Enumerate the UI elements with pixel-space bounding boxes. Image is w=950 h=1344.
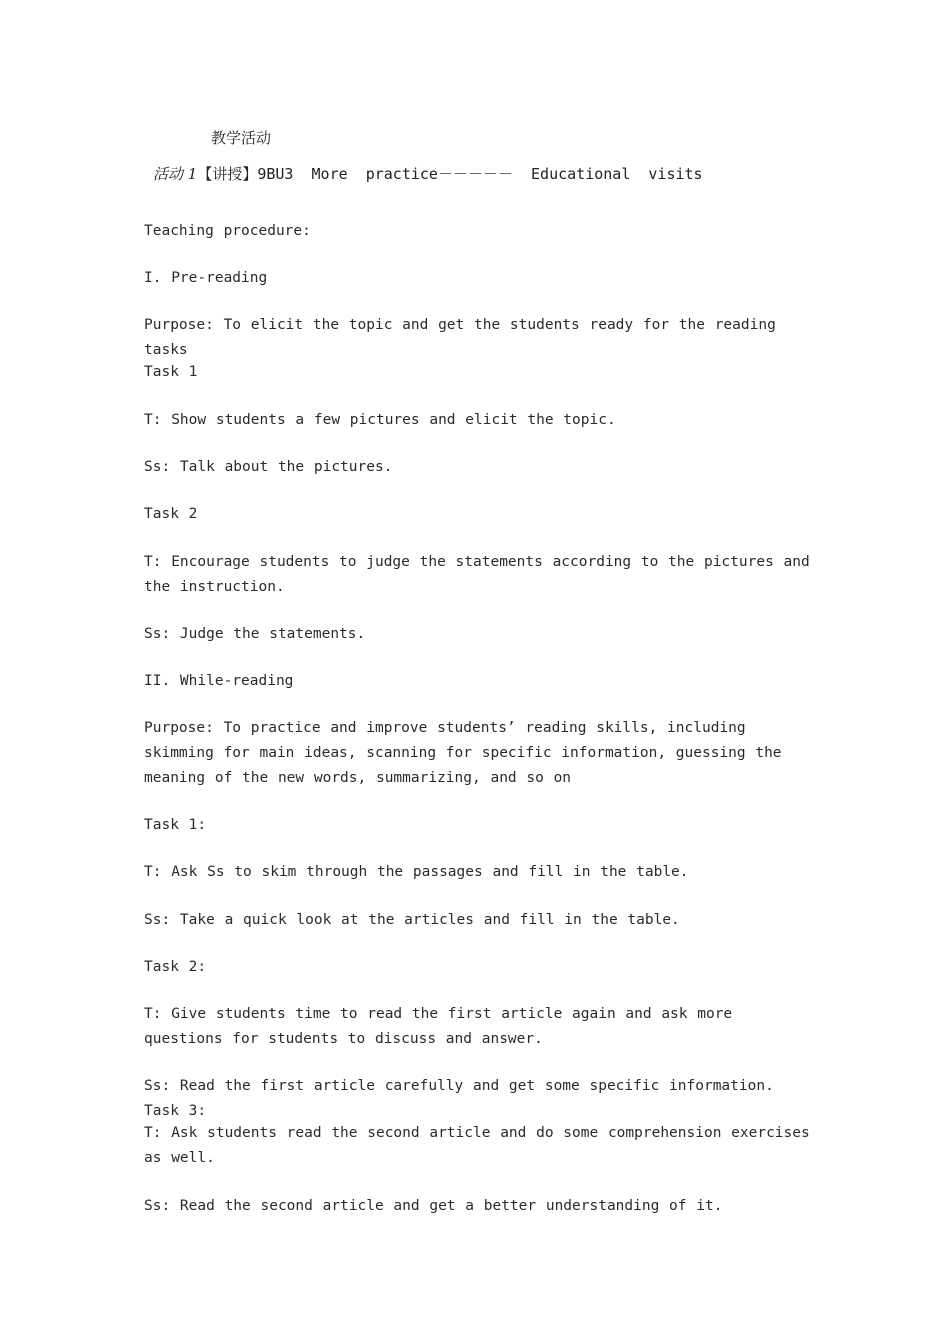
task-heading: Task 1 <box>144 364 198 380</box>
teacher-step: T: Ask Ss to skim through the passages and fill in the table. <box>144 864 689 880</box>
student-step: Ss: Take a quick look at the articles and fill in the table. <box>144 912 680 928</box>
section-while-reading: II. While-reading <box>144 673 294 689</box>
purpose-paragraph: Purpose: To elicit the topic and get the students ready for the reading tasks <box>144 317 776 358</box>
student-step: Ss: Judge the statements. <box>144 626 366 642</box>
activity-number: 活动 1 <box>153 165 198 183</box>
section-pre-reading: I. Pre-reading <box>144 270 268 286</box>
procedure-heading: Teaching procedure: <box>144 223 311 239</box>
task-heading: Task 1: <box>144 817 207 833</box>
activity-tag: 【讲授】 <box>197 165 258 183</box>
task-heading: Task 2 <box>144 506 198 522</box>
teacher-step: T: Show students a few pictures and elicit the topic. <box>144 412 616 428</box>
teacher-step: T: Encourage students to judge the statements according to the pictures and the instruction. <box>144 554 810 595</box>
student-step: Ss: Read the second article and get a better understanding of it. <box>144 1198 723 1214</box>
purpose-paragraph: Purpose: To practice and improve students’ reading skills, including skimming for main ideas, scanning for specific information, guessing the meaning of the new words, summarizing, and so on <box>144 720 782 786</box>
teacher-step: T: Ask students read the second article and do some comprehension exercises as well. <box>144 1125 810 1166</box>
section-heading: 教学活动 <box>211 129 272 147</box>
teacher-step: T: Give students time to read the first article again and ask more questions for students to discuss and answer. <box>144 1006 733 1047</box>
activity-title-line <box>153 163 703 184</box>
activity-title: 9BU3 More practice－－－－－ Educational visits <box>257 165 703 183</box>
student-step: Ss: Read the first article carefully and get some specific information. Task 3: <box>144 1078 774 1119</box>
task-heading: Task 2: <box>144 959 207 975</box>
student-step: Ss: Talk about the pictures. <box>144 459 393 475</box>
